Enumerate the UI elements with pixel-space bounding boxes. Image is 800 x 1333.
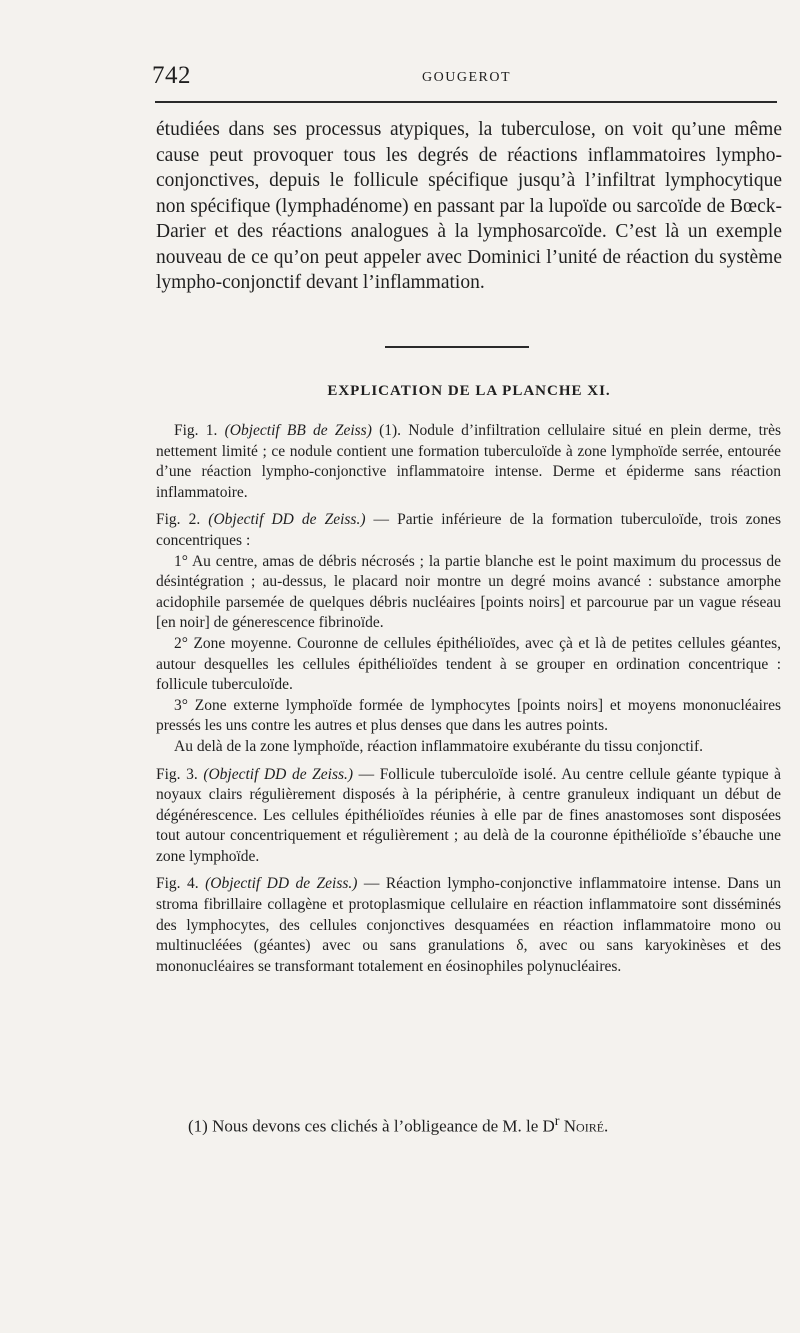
fig-4-label: Fig. 4.: [156, 875, 199, 893]
header-rule: [155, 101, 777, 103]
fig-1-objective: (Objectif BB de Zeiss): [224, 422, 372, 439]
fig-3-label: Fig. 3.: [156, 765, 198, 783]
footnote-superscript: r: [554, 1113, 560, 1129]
fig-2-zone-1: 1° Au centre, amas de débris nécrosés ; la partie blanche est le point maximum du processus de désintégration ; au-dessus, le placard noir montre un degré moins avancé : substance amorphe acidophile parsemée de quelques débris nucléaires [points noirs] et parcourue par un vague réseau [en noir] de génerescence fibrinoïde.: [156, 552, 781, 632]
fig-2-zone-2: 2° Zone moyenne. Couronne de cellules épithélioïdes, avec çà et là de petites cellules géantes, autour desquelles les cellules épithélioïdes tendent à se grouper en ordination concentrique : follicule tuberculoïde.: [156, 634, 781, 694]
fig-1-text: Nodule d’infiltration cellulaire situé en plein derme, très nettement limité ; ce nodule contient une formation tuberculoïde à zone lymphoïde serrée, entourée d’une réaction lympho-conjonctive inflammatoire intense. Derme et épiderme sans réaction inflammatoire.: [156, 422, 782, 501]
fig-3-objective: (Objectif DD de Zeiss.): [203, 765, 354, 783]
running-head: GOUGEROT: [422, 70, 511, 85]
plate-explanation: [156, 421, 781, 977]
fig-1-note-ref: (1).: [379, 422, 402, 439]
fig-4-text: — Réaction lympho-conjonctive inflammatoire intense. Dans un stroma fibrillaire collagène et protoplasmique cellulaire en réaction inflammatoire sont disséminés des lymphocytes, des cellules conjonctives desquamées en réaction inflammatoire mono ou multinucléées (géantes) avec ou sans granulations δ, avec ou sans karyokinèses et des mononucléaires se transformant totalement en éosinophiles polynucléaires.: [156, 875, 781, 975]
body-paragraph: étudiées dans ses processus atypiques, la tuberculose, on voit qu’une même cause peut provoquer tous les degrés de réactions inflammatoires lympho-conjonctives, depuis le follicule spécifique jusqu’à l’infiltrat lymphocytique non spécifique (lymphadénome) en passant par la lupoïde ou sarcoïde de Bœck-Darier et des réactions analogues à la lymphosarcoïde. C’est là un exemple nouveau de ce qu’on peut appeler avec Dominici l’unité de réaction du système lympho-conjonctif devant l’inflammation.: [156, 119, 782, 293]
fig-3-text: — Follicule tuberculoïde isolé. Au centre cellule géante typique à noyaux clairs régulièrement disposés à la périphérie, à centre granuleux indiquant un début de dégénérescence. Les cellules épithélioïdes réunies à elle par de fines anastomoses sont disposées tout autour concentriquement et régulièrement ; au delà de la couronne épithélioïde s’ébauche une zone lymphoïde.: [156, 765, 782, 865]
fig-2-objective: (Objectif DD de Zeiss.): [208, 511, 366, 529]
fig-4-objective: (Objectif DD de Zeiss.): [205, 875, 358, 893]
fig-2-label: Fig. 2.: [156, 511, 201, 529]
fig-3-caption: [156, 765, 781, 868]
fig-4-caption: [156, 874, 781, 977]
fig-1-caption: [156, 421, 781, 503]
page-header: [152, 62, 778, 92]
section-title: EXPLICATION DE LA PLANCHE XI.: [327, 383, 611, 399]
fig-2-caption: [156, 510, 781, 551]
footnote: [188, 1113, 778, 1137]
footnote-text: (1) Nous devons ces clichés à l’obligeance de M. le D: [188, 1116, 555, 1136]
fig-2-beyond: Au delà de la zone lymphoïde, réaction inflammatoire exubérante du tissu conjonctif.: [174, 737, 703, 755]
footnote-name: Noiré.: [563, 1116, 609, 1136]
fig-2-zone-3: 3° Zone externe lymphoïde formée de lymphocytes [points noirs] et moyens mononucléaires pressés les uns contre les autres et plus denses que dans les autres points.: [156, 696, 781, 735]
page-number: 742: [152, 62, 191, 89]
fig-1-label: Fig. 1.: [174, 422, 218, 439]
section-divider: [385, 346, 529, 348]
fig-2-text: — Partie inférieure de la formation tuberculoïde, trois zones concentriques :: [156, 511, 782, 549]
